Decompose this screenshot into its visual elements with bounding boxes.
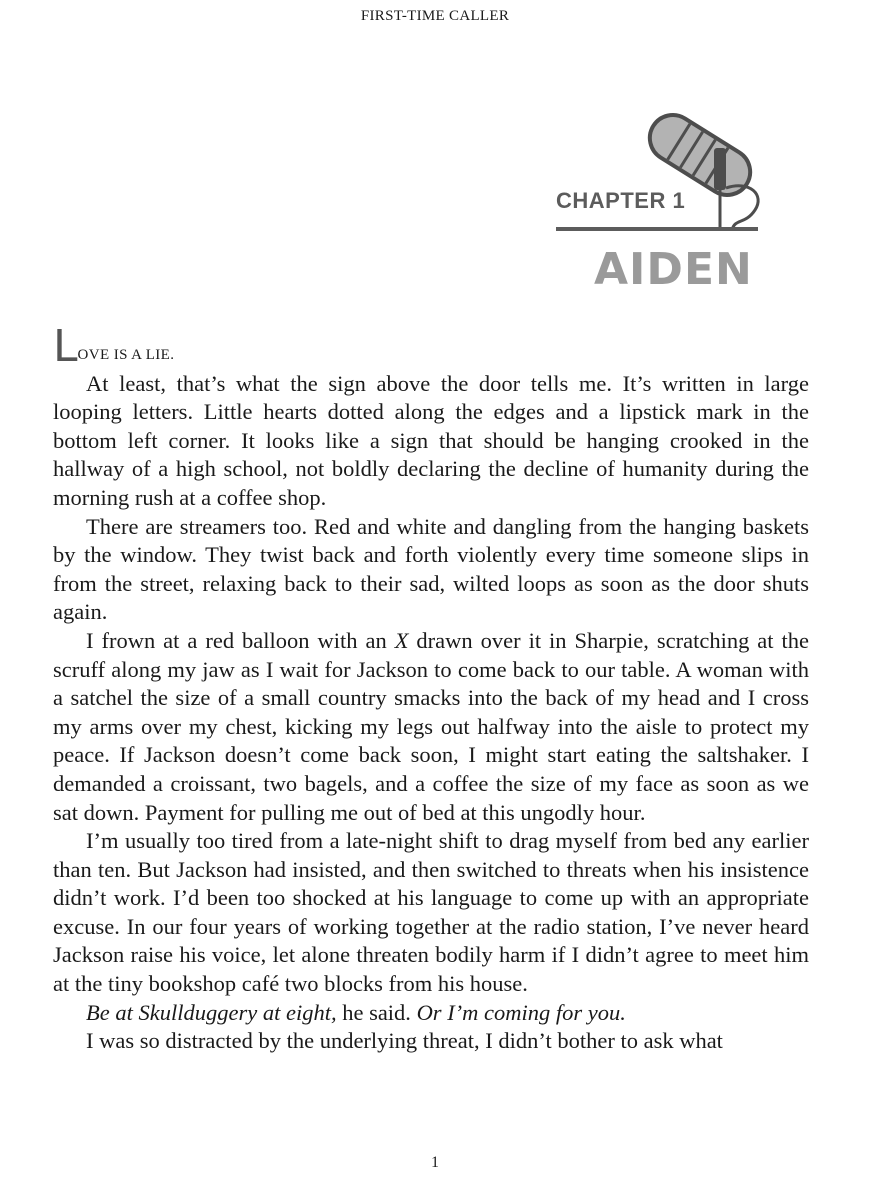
drop-cap: L: [53, 321, 78, 372]
running-head: FIRST-TIME CALLER: [360, 8, 510, 24]
paragraph-5: [53, 999, 809, 1028]
paragraph-5-emphasis-2: Or I’m coming for you.: [416, 999, 626, 1025]
paragraph-3: [53, 627, 809, 827]
paragraph-4: I’m usually too tired from a late-night shift to drag myself from bed any earlier than ten. But Jackson had insisted, and then switched to threats when his insistence didn’t work. I’d been too shocked at his language to come up with an appropriate excuse. In our four years of working together at the radio station, I’ve never heard Jackson raise his voice, let alone threaten bodily harm if I didn’t agree to meet him at the tiny bookshop café two blocks from his house.: [53, 828, 809, 997]
chapter-label: CHAPTER 1: [556, 188, 686, 213]
paragraph-1: At least, that’s what the sign above the door tells me. It’s written in large looping letters. Little hearts dotted along the edges and a lipstick mark in the bottom left corner. It looks like a sign that should be hanging crooked in the hallway of a high school, not boldly declaring the decline of humanity during the morning rush at a coffee shop.: [53, 370, 809, 510]
chapter-rule: [556, 227, 758, 231]
paragraph-6: I was so distracted by the underlying threat, I didn’t bother to ask what: [86, 1028, 723, 1054]
paragraph-3-end: drawn over it in Sharpie, scratching at the scruff along my jaw as I wait for Jackson to come back to our table. A woman with a satchel the size of a small country smacks into the back of my head and I cross my arms over my chest, kicking my legs out halfway into the aisle to protect my peace. If Jackson doesn’t come back soon, I might start eating the saltshaker. I demanded a croissant, two bagels, and a coffee the size of my face as soon as we sat down. Payment for pulling me out of bed at this ungodly hour.: [53, 627, 809, 825]
opening-small-caps: OVE IS A LIE.: [77, 347, 175, 363]
opening-line: [53, 321, 809, 372]
paragraph-2: There are streamers too. Red and white and dangling from the hanging baskets by the window. They twist back and forth violently every time someone slips in from the street, relaxing back to their sad, wilted loops as soon as the door shuts again.: [53, 513, 809, 625]
paragraph-5-emphasis-1: Be at Skullduggery at eight,: [86, 999, 337, 1025]
paragraph-3-emphasis: X: [394, 627, 409, 653]
page-number: 1: [431, 1154, 439, 1171]
paragraph-3-start: I frown at a red balloon with an: [86, 627, 395, 653]
chapter-title: AIDEN: [594, 244, 753, 295]
paragraph-5-middle: he said.: [336, 999, 417, 1025]
chapter-body: [53, 321, 809, 1056]
